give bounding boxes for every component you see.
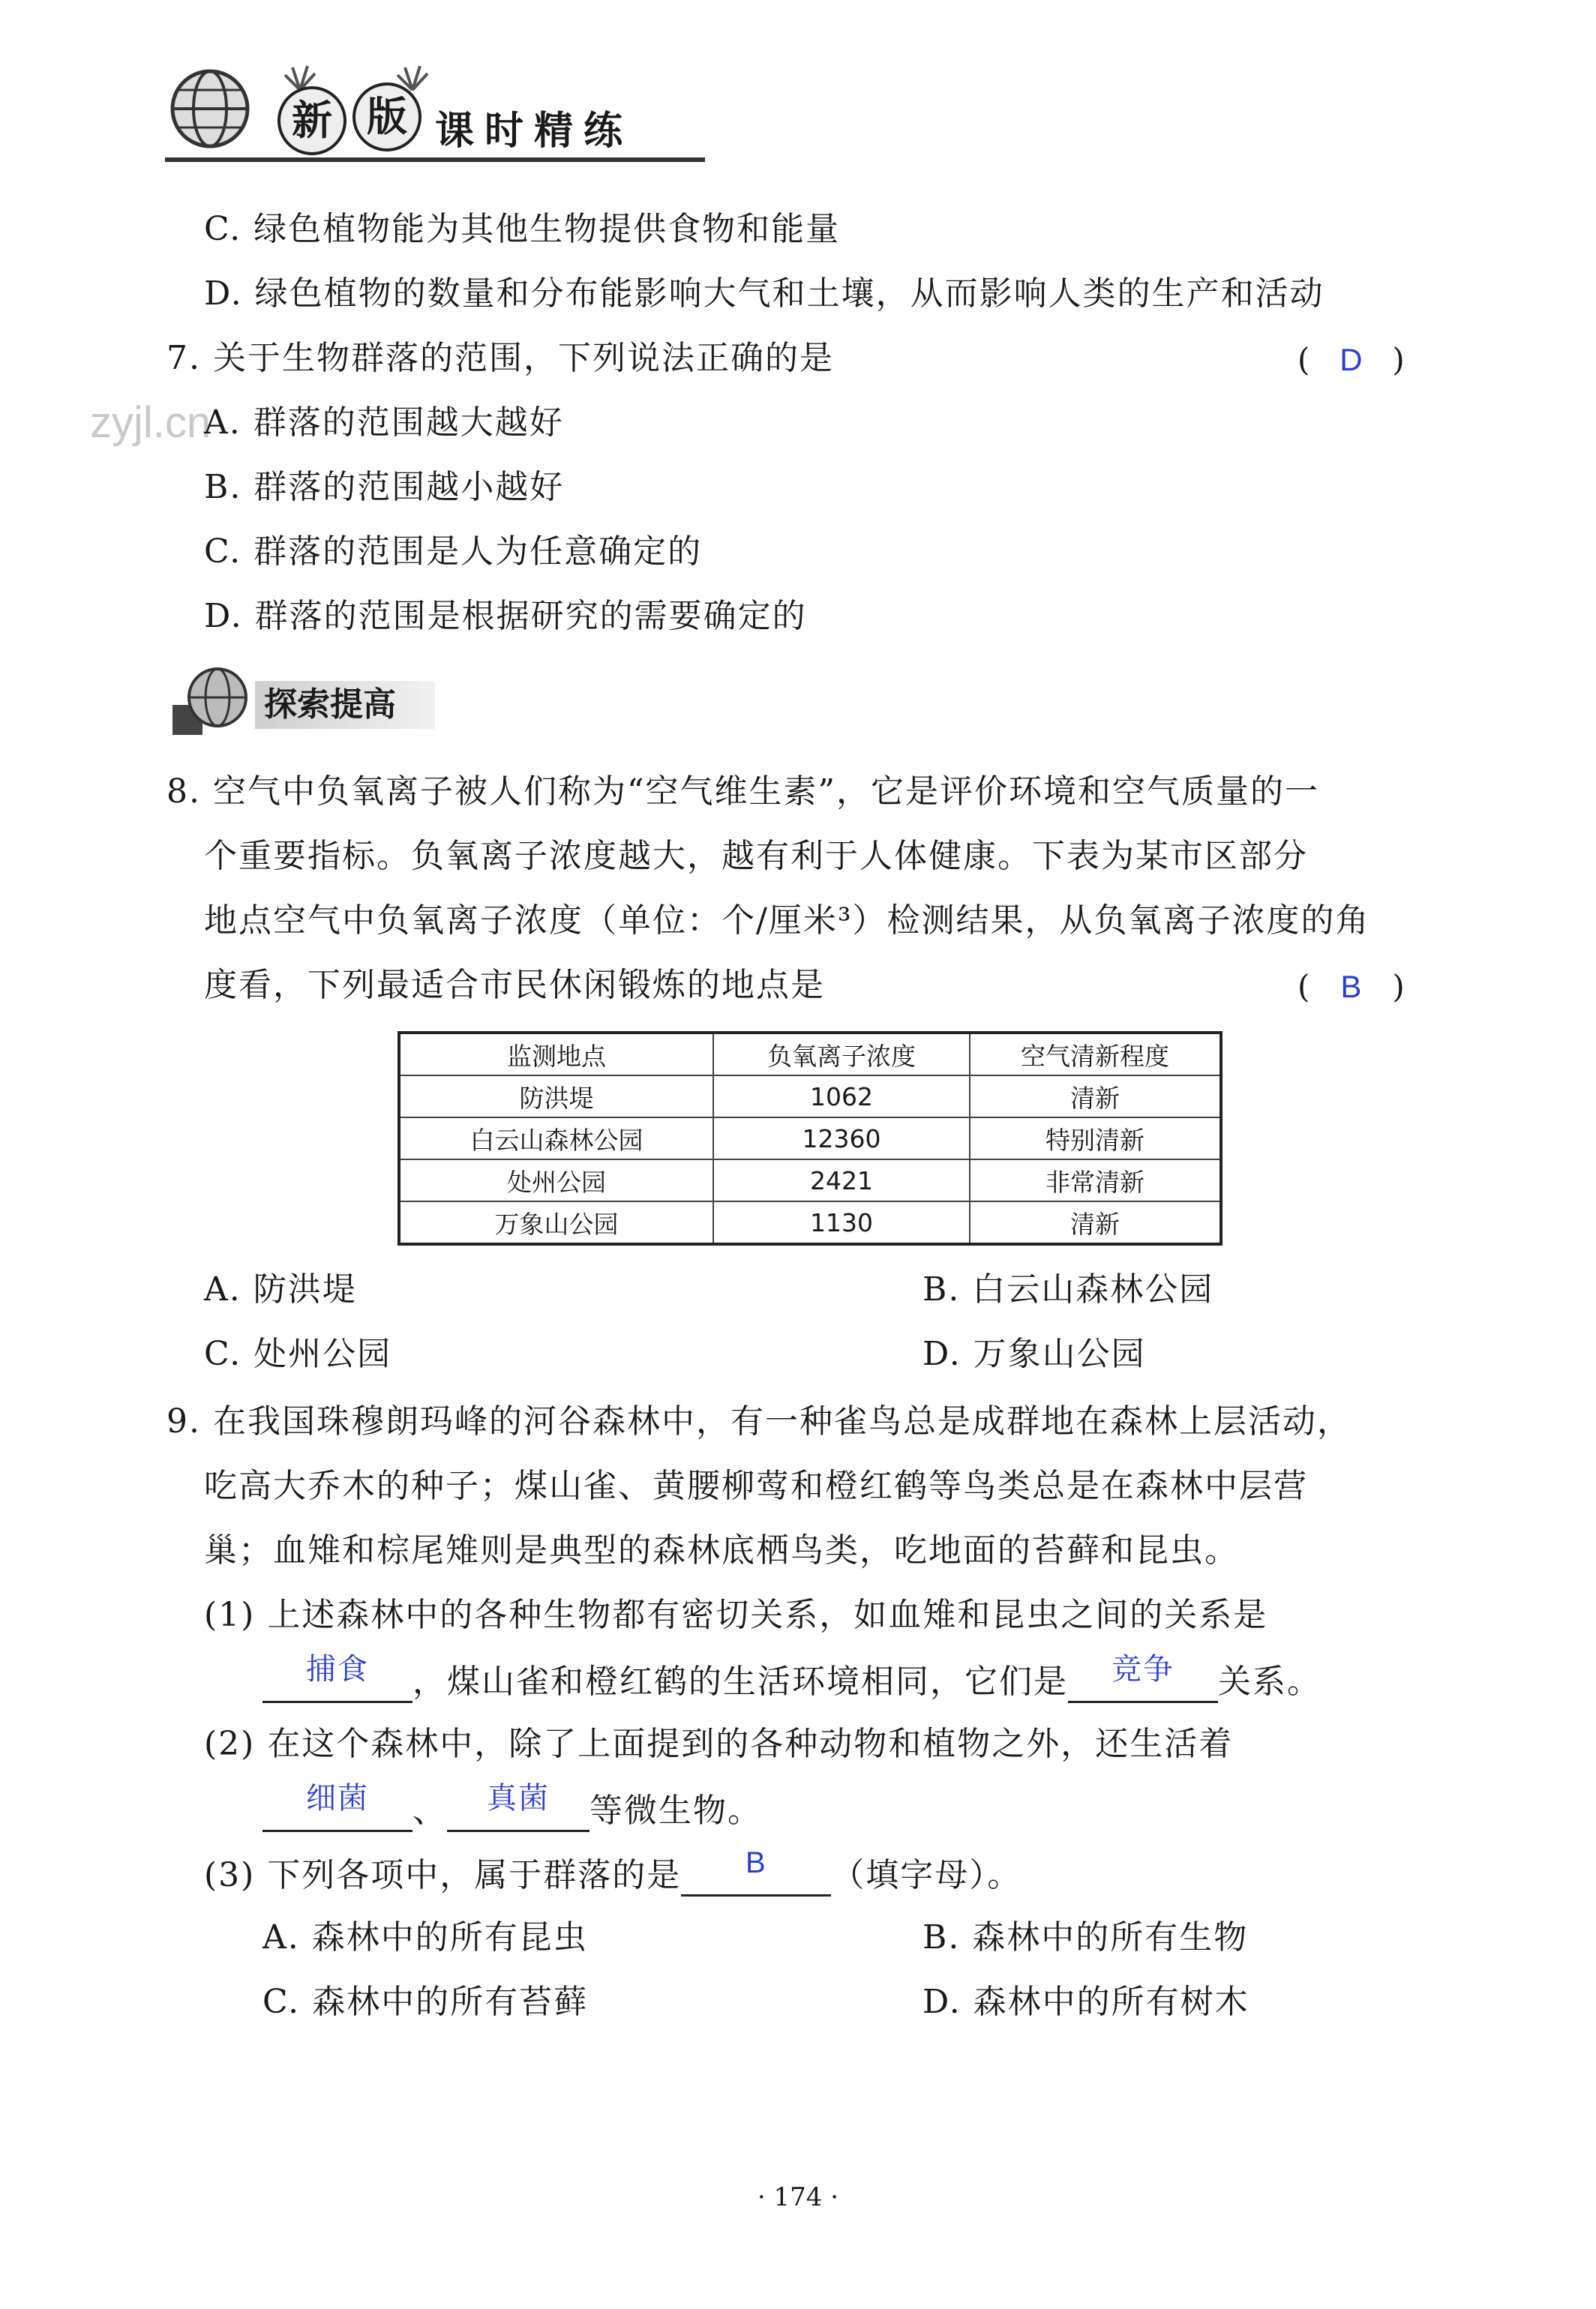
q6-option-c: C. 绿色植物能为其他生物提供食物和能量 [204,210,841,248]
q8-option-a: A. 防洪堤 [204,1270,357,1309]
header-title: 课时精练 [435,109,634,154]
badge-2: 版 [352,82,422,151]
q9-part2-line2: 细菌 、 真菌 等微生物。 [262,1788,762,1832]
q8-line-3: 地点空气中负氧离子浓度（单位：个/厘米³）检测结果，从负氧离子浓度的角 [204,901,1370,940]
q8-line-1: 8. 空气中负氧离子被人们称为“空气维生素”，它是评价环境和空气质量的一 [166,772,1319,811]
q9-part3: (3) 下列各项中，属于群落的是 B （填字母）。 [204,1852,1022,1897]
q7-answer: D [1340,342,1363,377]
table-cell: 1062 [713,1075,970,1117]
badge-1: 新 [278,86,346,155]
page-number: · 174 · [757,2182,839,2212]
q9-part2-line1: (2) 在这个森林中，除了上面提到的各种动物和植物之外，还生活着 [204,1725,1234,1763]
table-header-row [399,1033,1221,1075]
q9-part1-line2: 捕食 ，煤山雀和橙红鹤的生活环境相同，它们是 竞争 关系。 [262,1659,1322,1703]
section-heading [165,660,435,742]
header-underline [165,157,705,162]
section-title: 探索提高 [264,685,396,724]
page-header [150,45,720,165]
q8-answer-paren: ( B ) [1298,968,1405,1005]
q8-option-d: D. 万象山公园 [922,1335,1146,1373]
q7-option-a: A. 群落的范围越大越好 [204,403,564,442]
q9-blank-3: 细菌 [262,1788,412,1832]
ion-table [398,1031,1222,1246]
q7-option-c: C. 群落的范围是人为任意确定的 [204,532,703,571]
q7-stem: 7. 关于生物群落的范围，下列说法正确的是 [166,339,834,377]
q9-part3-option-a: A. 森林中的所有昆虫 [262,1918,588,1957]
q9-blank-4: 真菌 [447,1788,590,1832]
table-cell: 1130 [713,1201,970,1244]
q7-answer-paren: ( D ) [1298,341,1405,378]
watermark: zyjl.cn [90,398,212,447]
q9-blank-5: B [681,1852,831,1897]
table-header: 空气清新程度 [970,1033,1221,1075]
q9-line-3: 巢；血雉和棕尾雉则是典型的森林底栖鸟类，吃地面的苔藓和昆虫。 [204,1531,1239,1570]
table-row [399,1159,1221,1201]
table-cell: 白云山森林公园 [399,1117,713,1159]
table-cell: 清新 [970,1075,1221,1117]
table-header: 监测地点 [399,1033,713,1075]
table-row [399,1117,1221,1159]
table-row [399,1201,1221,1244]
section-globe-icon [165,660,255,742]
table-cell: 清新 [970,1201,1221,1244]
table-cell: 防洪堤 [399,1075,713,1117]
table-cell: 万象山公园 [399,1201,713,1244]
q8-line-4: 度看，下列最适合市民休闲锻炼的地点是 [204,966,825,1004]
q6-option-d: D. 绿色植物的数量和分布能影响大气和土壤，从而影响人类的生产和活动 [204,274,1324,313]
table-cell: 非常清新 [970,1159,1221,1201]
q9-line-2: 吃高大乔木的种子；煤山雀、黄腰柳莺和橙红鹤等鸟类总是在森林中层营 [204,1467,1308,1505]
q7-option-b: B. 群落的范围越小越好 [204,468,565,506]
table-cell: 12360 [713,1117,970,1159]
q9-part3-option-d: D. 森林中的所有树木 [922,1983,1250,2021]
q9-part1-line1: (1) 上述森林中的各种生物都有密切关系，如血雉和昆虫之间的关系是 [204,1596,1268,1634]
table-cell: 处州公园 [399,1159,713,1201]
table-cell: 特别清新 [970,1117,1221,1159]
globe-icon [165,64,255,154]
q7-option-d: D. 群落的范围是根据研究的需要确定的 [204,597,807,635]
q9-blank-1: 捕食 [262,1659,412,1703]
table-header: 负氧离子浓度 [713,1033,970,1075]
q8-line-2: 个重要指标。负氧离子浓度越大，越有利于人体健康。下表为某市区部分 [204,837,1308,875]
table-row [399,1075,1221,1117]
q8-option-b: B. 白云山森林公园 [922,1270,1214,1309]
q8-option-c: C. 处州公园 [204,1335,392,1373]
q8-answer: B [1340,969,1362,1004]
q9-line-1: 9. 在我国珠穆朗玛峰的河谷森林中，有一种雀鸟总是成群地在森林上层活动， [166,1402,1352,1441]
q9-part3-option-b: B. 森林中的所有生物 [922,1918,1249,1957]
q9-blank-2: 竞争 [1068,1659,1218,1703]
q9-part3-option-c: C. 森林中的所有苔藓 [262,1983,589,2021]
table-cell: 2421 [713,1159,970,1201]
